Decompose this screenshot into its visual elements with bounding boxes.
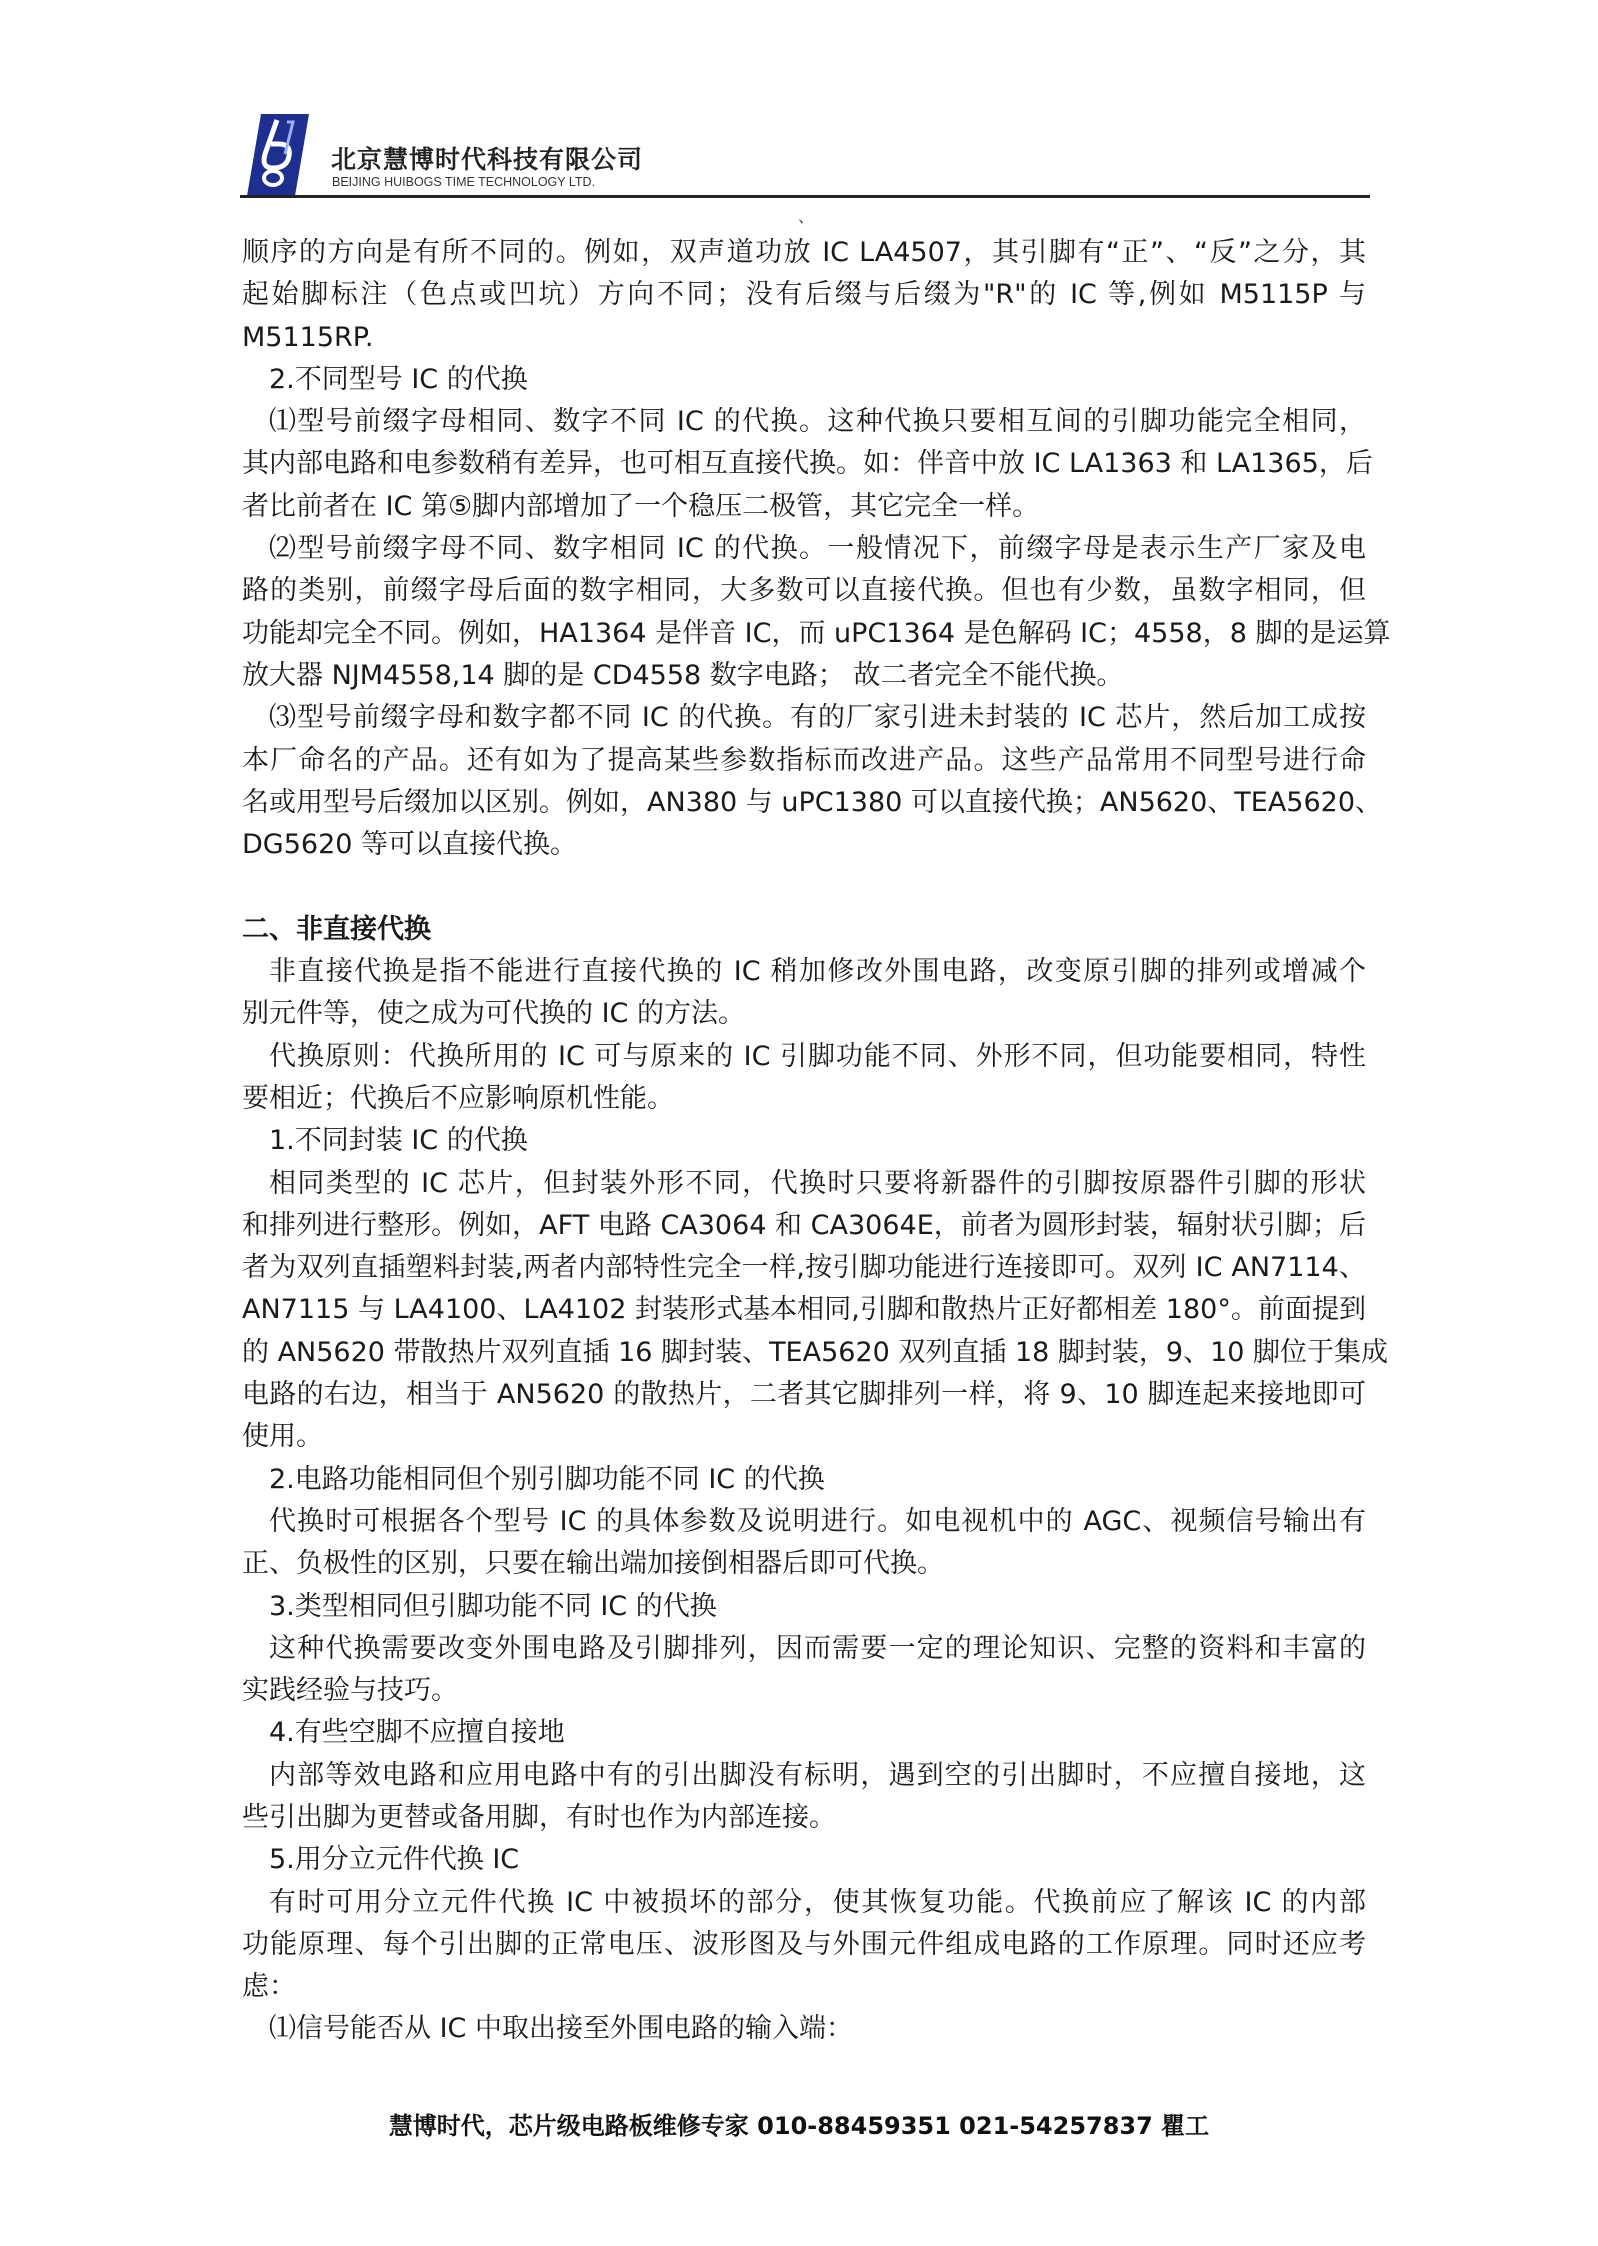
paragraph xyxy=(242,951,1366,1036)
text-line: 5.用分立元件代换 IC xyxy=(269,1844,520,1876)
text-line: 1.不同封装 IC 的代换 xyxy=(269,1125,528,1157)
paragraph xyxy=(242,1501,1366,1586)
text-line: M5115RP. xyxy=(242,321,374,353)
text-line: 功能却完全不同。例如，HA1364 是伴音 IC，而 uPC1364 是色解码 IC；4558，8 脚的是运算 xyxy=(242,617,1391,649)
text-line: ⑴信号能否从 IC 中取出接至外围电路的输入端： xyxy=(269,2013,853,2045)
blank-line xyxy=(242,866,1366,908)
text-line: 4.有些空脚不应擅自接地 xyxy=(269,1717,565,1749)
subheading xyxy=(242,1839,1366,1881)
text-line: 2.不同型号 IC 的代换 xyxy=(269,363,528,395)
text-line: 使用。 xyxy=(242,1421,323,1453)
paragraph xyxy=(242,1628,1366,1713)
text-line: 实践经验与技巧。 xyxy=(242,1675,458,1707)
text-line: 有时可用分立元件代换 IC 中被损坏的部分，使其恢复功能。代换前应了解该 IC 的内部 xyxy=(269,1886,1366,1918)
paragraph xyxy=(242,1163,1389,1459)
text-line: 本厂命名的产品。还有如为了提高某些参数指标而改进产品。这些产品常用不同型号进行命 xyxy=(242,744,1366,776)
header-divider xyxy=(240,195,1370,198)
company-name-cn: 北京慧博时代科技有限公司 xyxy=(331,145,644,174)
text-line: 其内部电路和电参数稍有差异，也可相互直接代换。如：伴音中放 IC LA1363 和 LA1365，后 xyxy=(242,448,1373,480)
text-line: 功能原理、每个引出脚的正常电压、波形图及与外围元件组成电路的工作原理。同时还应考 xyxy=(242,1928,1366,1960)
text-line: 者比前者在 IC 第⑤脚内部增加了一个稳压二极管，其它完全一样。 xyxy=(242,490,1040,522)
text-line: ⑴型号前缀字母相同、数字不同 IC 的代换。这种代换只要相互间的引脚功能完全相同， xyxy=(269,406,1366,438)
text-line: 正、负极性的区别，只要在输出端加接倒相器后即可代换。 xyxy=(242,1548,944,1580)
text-line: 非直接代换是指不能进行直接代换的 IC 稍加修改外围电路，改变原引脚的排列或增减个 xyxy=(269,956,1366,988)
paragraph xyxy=(242,1882,1366,2009)
text-line: AN7115 与 LA4100、LA4102 封装形式基本相同,引脚和散热片正好都相差 180°。前面提到 xyxy=(242,1294,1366,1326)
text-line: 相同类型的 IC 芯片，但封装外形不同，代换时只要将新器件的引脚按原器件引脚的形状 xyxy=(269,1167,1366,1199)
text-line: 代换原则：代换所用的 IC 可与原来的 IC 引脚功能不同、外形不同，但功能要相同，特性 xyxy=(269,1040,1366,1072)
text-line: 虑： xyxy=(242,1971,296,2003)
paragraph xyxy=(242,1036,1366,1121)
text-line: 别元件等，使之成为可代换的 IC 的方法。 xyxy=(242,998,745,1030)
text-line: 路的类别，前缀字母后面的数字相同，大多数可以直接代换。但也有少数，虽数字相同，但 xyxy=(242,575,1366,607)
paragraph xyxy=(242,697,1383,866)
header-mark: 、 xyxy=(798,207,815,226)
subheading xyxy=(242,1586,1366,1628)
text-line: 些引出脚为更替或备用脚，有时也作为内部连接。 xyxy=(242,1801,836,1833)
paragraph xyxy=(242,401,1373,528)
paragraph xyxy=(242,2008,1366,2050)
text-line: 这种代换需要改变外围电路及引脚排列，因而需要一定的理论知识、完整的资料和丰富的 xyxy=(269,1632,1366,1664)
text-line: ⑶型号前缀字母和数字都不同 IC 的代换。有的厂家引进未封装的 IC 芯片，然后加工成按 xyxy=(269,702,1366,734)
subheading xyxy=(242,359,1366,401)
text-line: 要相近；代换后不应影响原机性能。 xyxy=(242,1082,674,1114)
paragraph xyxy=(242,528,1391,697)
text-line: 的 AN5620 带散热片双列直插 16 脚封装、TEA5620 双列直插 18 脚封装，9、10 脚位于集成 xyxy=(242,1336,1389,1368)
text-line: 顺序的方向是有所不同的。例如，双声道功放 IC LA4507，其引脚有“正”、“反”之分，其 xyxy=(242,237,1366,268)
text-line: ⑵型号前缀字母不同、数字相同 IC 的代换。一般情况下，前缀字母是表示生产厂家及电 xyxy=(269,533,1366,565)
text-line: 起始脚标注（色点或凹坑）方向不同；没有后缀与后缀为"R"的 IC 等,例如 M5115P 与 xyxy=(242,279,1366,311)
text-line: 放大器 NJM4558,14 脚的是 CD4558 数字电路； 故二者完全不能代换。 xyxy=(242,659,1124,691)
text-line: 名或用型号后缀加以区别。例如，AN380 与 uPC1380 可以直接代换；AN5620、TEA5620、 xyxy=(242,786,1383,818)
text-line: 和排列进行整形。例如，AFT 电路 CA3064 和 CA3064E，前者为圆形封装，辐射状引脚；后 xyxy=(242,1209,1366,1241)
subheading xyxy=(242,1459,1366,1501)
document-body xyxy=(242,232,1391,2051)
section-heading xyxy=(242,909,1366,951)
text-line: 代换时可根据各个型号 IC 的具体参数及说明进行。如电视机中的 AGC、视频信号输出有 xyxy=(269,1505,1366,1537)
text-line: 者为双列直插塑料封装,两者内部特性完全一样,按引脚功能进行连接即可。双列 IC AN7114、 xyxy=(242,1252,1366,1284)
text-line: 电路的右边，相当于 AN5620 的散热片，二者其它脚排列一样，将 9、10 脚连起来接地即可 xyxy=(242,1379,1366,1411)
text-line: 内部等效电路和应用电路中有的引出脚没有标明，遇到空的引出脚时，不应擅自接地，这 xyxy=(269,1759,1366,1791)
paragraph xyxy=(242,232,1366,359)
text-line: 3.类型相同但引脚功能不同 IC 的代换 xyxy=(269,1590,717,1622)
paragraph xyxy=(242,1755,1366,1840)
text-line: DG5620 等可以直接代换。 xyxy=(242,829,578,861)
company-name-en: BEIJING HUIBOGS TIME TECHNOLOGY LTD. xyxy=(332,175,596,189)
text-line: 二、非直接代换 xyxy=(242,913,431,945)
subheading xyxy=(242,1712,1366,1754)
text-line: 2.电路功能相同但个别引脚功能不同 IC 的代换 xyxy=(269,1463,825,1495)
subheading xyxy=(242,1120,1366,1162)
company-logo xyxy=(247,114,309,196)
page-footer: 慧博时代，芯片级电路板维修专家 010-88459351 021-54257837 瞿工 xyxy=(388,2112,1210,2140)
